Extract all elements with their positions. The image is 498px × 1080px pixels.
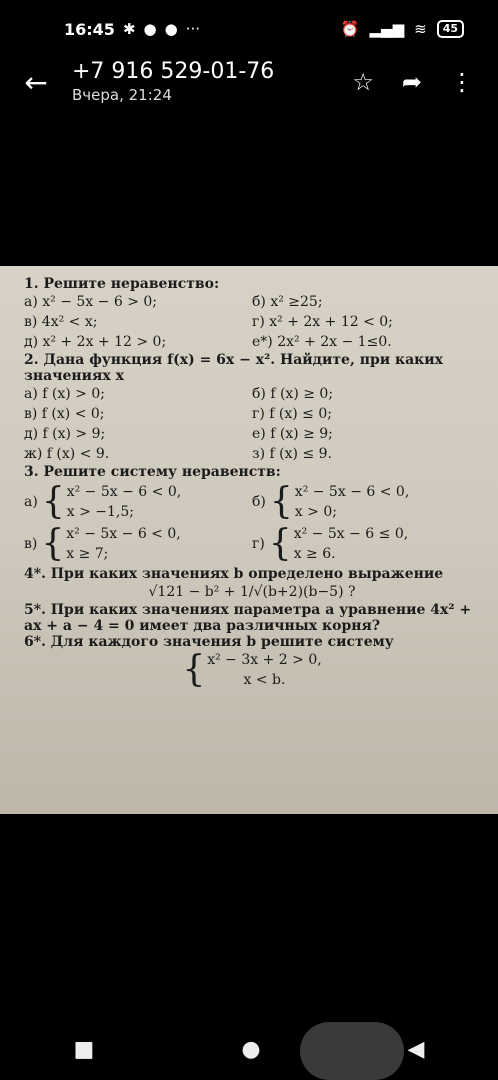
- row: [24, 444, 480, 464]
- chat-icon: ●: [164, 20, 178, 38]
- system-row: [24, 524, 480, 564]
- item: д) x² + 2x + 12 > 0;: [24, 334, 167, 350]
- task-2: 2. Дана функция f(x) = 6x − x². Найдите, при каких значениях x: [24, 352, 444, 384]
- label: г): [252, 536, 265, 552]
- task-5: 5*. При каких значениях параметра a уравнение 4x² + ax + a − 4 = 0 имеет два различных корня?: [24, 602, 472, 634]
- label: б): [252, 494, 266, 510]
- system-a: [24, 482, 252, 522]
- status-time: 16:45: [64, 19, 115, 39]
- item: е) f (x) ≥ 9;: [252, 426, 333, 442]
- line: x > 0;: [294, 504, 337, 520]
- recents-button[interactable]: ■: [73, 1036, 95, 1062]
- line: x² − 5x − 6 < 0,: [66, 526, 181, 542]
- signal-icon: ▂▄▆: [369, 20, 405, 38]
- line: x² − 5x − 6 < 0,: [294, 484, 410, 500]
- title-block: [72, 59, 352, 105]
- item: д) f (x) > 9;: [24, 426, 106, 442]
- chat-icon: ●: [143, 20, 157, 38]
- system-6: [182, 650, 321, 690]
- nav-bar: [0, 1018, 498, 1080]
- lines: [294, 524, 408, 564]
- task-1: 1. Решите неравенство:: [24, 276, 220, 292]
- item: в) 4x² < x;: [24, 314, 98, 330]
- brace: {: [182, 649, 206, 690]
- task-4: 4*. При каких значениях b определено выражение: [24, 566, 444, 582]
- item: ж) f (x) < 9.: [24, 446, 110, 462]
- row: [24, 292, 480, 312]
- line: x < b.: [243, 672, 286, 688]
- wifi-icon: ≋: [414, 20, 427, 38]
- task-6-system: [24, 650, 480, 690]
- line: x² − 5x − 6 < 0,: [66, 484, 182, 500]
- line: x² − 3x + 2 > 0,: [207, 652, 322, 668]
- more-dots: ···: [185, 20, 201, 38]
- item: а) f (x) > 0;: [24, 386, 105, 402]
- overflow-menu-icon[interactable]: ⋮: [450, 68, 474, 96]
- line: x ≥ 6.: [293, 546, 336, 562]
- system-d: [252, 524, 480, 564]
- brace: {: [41, 523, 65, 564]
- back-button[interactable]: ◀: [407, 1036, 425, 1062]
- star-icon[interactable]: ☆: [352, 68, 374, 96]
- system-b: [252, 482, 480, 522]
- home-button[interactable]: ●: [241, 1036, 261, 1062]
- battery-indicator: 45: [437, 20, 464, 38]
- status-bar: [0, 0, 498, 58]
- bug-icon: ✱: [122, 20, 136, 38]
- label: в): [24, 536, 38, 552]
- lines: [207, 650, 321, 690]
- row: [24, 384, 480, 404]
- item: в) f (x) < 0;: [24, 406, 105, 422]
- brace: {: [268, 523, 292, 564]
- line: x ≥ 7;: [66, 546, 109, 562]
- row: [24, 404, 480, 424]
- item: б) f (x) ≥ 0;: [252, 386, 334, 402]
- item: б) x² ≥25;: [252, 294, 323, 310]
- lines: [295, 482, 409, 522]
- task-3: 3. Решите систему неравенств:: [24, 464, 281, 480]
- label: а): [24, 494, 38, 510]
- item: г) f (x) ≤ 0;: [252, 406, 332, 422]
- brace: {: [269, 481, 293, 522]
- actions: [352, 68, 498, 96]
- lines: [66, 524, 180, 564]
- share-icon[interactable]: ➦: [401, 68, 422, 96]
- status-left: [64, 20, 200, 39]
- item: з) f (x) ≤ 9.: [252, 446, 332, 462]
- chat-subtitle: Вчера, 21:24: [72, 86, 172, 104]
- system-row: [24, 482, 480, 522]
- system-c: [24, 524, 252, 564]
- brace: {: [41, 481, 65, 522]
- item: г) x² + 2x + 12 < 0;: [252, 314, 393, 330]
- photo[interactable]: [0, 266, 498, 814]
- row: [24, 332, 480, 352]
- app-bar: [0, 56, 498, 108]
- row: [24, 312, 480, 332]
- alarm-icon: ⏰: [340, 20, 360, 38]
- item: а) x² − 5x − 6 > 0;: [24, 294, 157, 310]
- chat-title: +7 916 529-01-76: [72, 59, 275, 84]
- task-6: 6*. Для каждого значения b решите систему: [24, 634, 394, 650]
- item: е*) 2x² + 2x − 1≤0.: [252, 334, 392, 350]
- row: [24, 424, 480, 444]
- line: x² − 5x − 6 ≤ 0,: [293, 526, 409, 542]
- task-4-expression: √121 − b² + 1/√(b+2)(b−5) ?: [148, 584, 356, 600]
- line: x > −1,5;: [66, 504, 134, 520]
- back-arrow-icon[interactable]: ←: [24, 65, 48, 99]
- lines: [67, 482, 181, 522]
- status-right: [341, 20, 464, 38]
